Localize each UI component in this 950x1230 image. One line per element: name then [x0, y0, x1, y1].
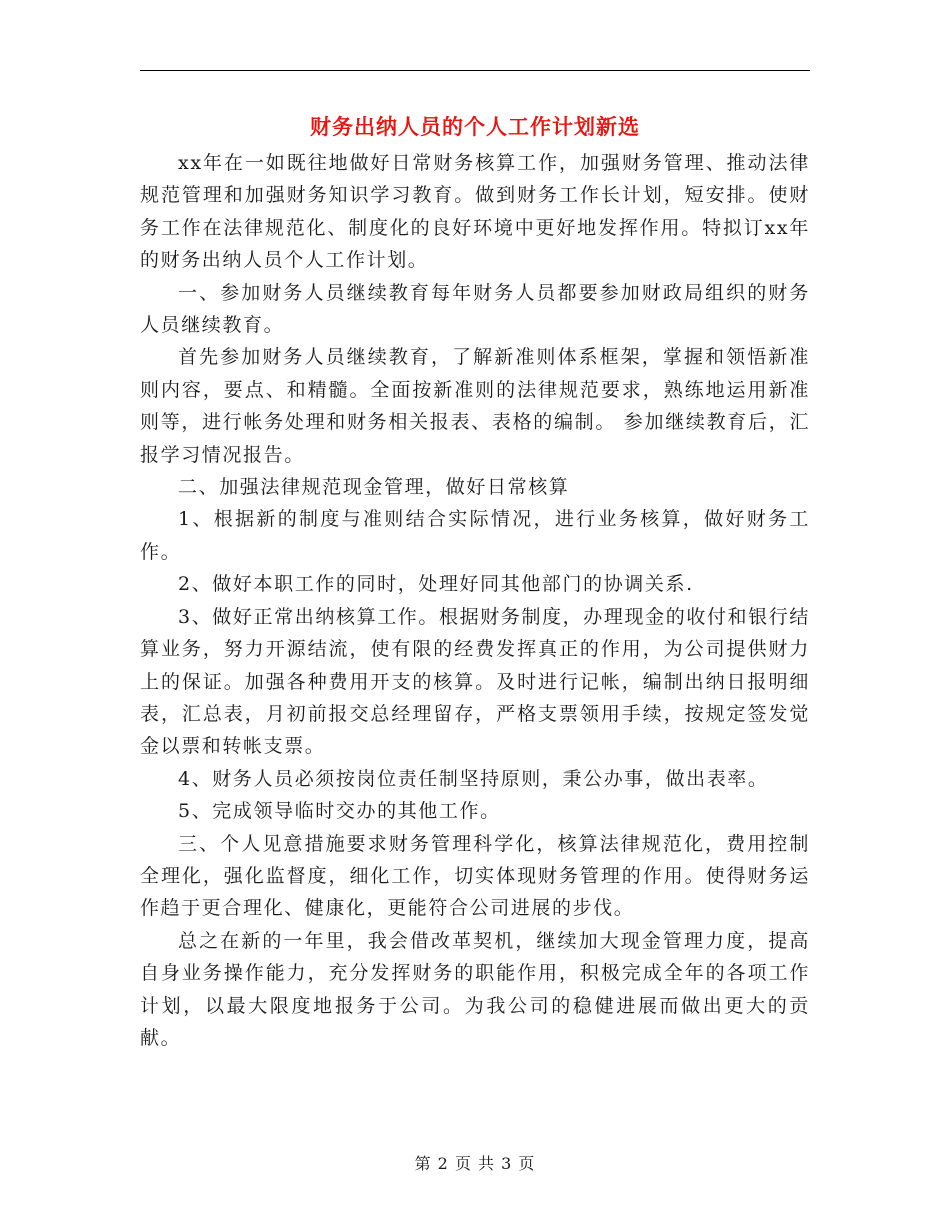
page-number-footer: 第 2 页 共 3 页 — [414, 1154, 536, 1173]
paragraph-education-detail: 首先参加财务人员继续教育，了解新准则体系框架，掌握和领悟新准则内容，要点、和精髓。全面按新准则的法律规范要求，熟练地运用新准则等，进行帐务处理和财务相关报表、表格的编制。 参加继续教育后，汇报学习情况报告。 — [140, 346, 810, 466]
paragraph-intro: xx年在一如既往地做好日常财务核算工作，加强财务管理、推动法律规范管理和加强财务知识学习教育。做到财务工作长计划，短安排。使财务工作在法律规范化、制度化的良好环境中更好地发挥作用。特拟订xx年的财务出纳人员个人工作计划。 — [140, 152, 810, 272]
document-title: 财务出纳人员的个人工作计划新选 — [310, 115, 640, 139]
paragraph-conclusion: 总之在新的一年里，我会借改革契机，继续加大现金管理力度，提高自身业务操作能力，充分发挥财务的职能作用，积极完成全年的各项工作计划，以最大限度地报务于公司。为我公司的稳健进展而做出更大的贡献。 — [140, 929, 810, 1049]
paragraph-item-5: 5、完成领导临时交办的其他工作。 — [178, 800, 501, 823]
paragraph-item-1: 1、根据新的制度与准则结合实际情况，进行业务核算，做好财务工作。 — [140, 508, 810, 563]
paragraph-section-1: 一、参加财务人员继续教育每年财务人员都要参加财政局组织的财务人员继续教育。 — [140, 281, 810, 337]
paragraph-item-2: 2、做好本职工作的同时，处理好同其他部门的协调关系. — [178, 573, 694, 596]
paragraph-item-4: 4、财务人员必须按岗位责任制坚持原则，秉公办事，做出表率。 — [178, 767, 769, 790]
paragraph-section-3: 三、个人见意措施要求财务管理科学化，核算法律规范化，费用控制全理化，强化监督度，细化工作，切实体现财务管理的作用。使得财务运作趋于更合理化、健康化，更能符合公司进展的步伐。 — [140, 832, 810, 920]
paragraph-item-3: 3、做好正常出纳核算工作。根据财务制度，办理现金的收付和银行结算业务，努力开源结流，使有限的经费发挥真正的作用，为公司提供财力上的保证。加强各种费用开支的核算。及时进行记帐，编制出纳日报明细表，汇总表，月初前报交总经理留存，严格支票领用手续，按规定签发觉金以票和转帐支票。 — [140, 605, 810, 758]
document-body — [140, 147, 810, 1054]
header-rule — [140, 70, 810, 71]
paragraph-section-2: 二、加强法律规范现金管理，做好日常核算 — [178, 476, 570, 499]
